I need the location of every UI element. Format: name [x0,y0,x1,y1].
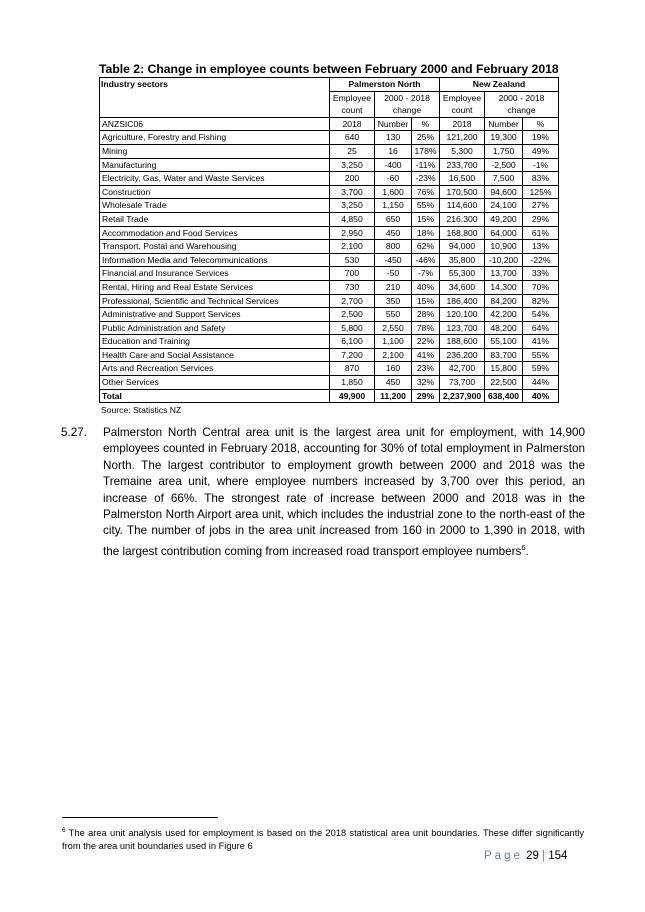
pn-change-number: 160 [375,362,412,376]
pn-count: 4,850 [330,212,375,226]
pn-change-number: 450 [375,226,412,240]
pn-change-number: -400 [375,158,412,172]
nz-count: 120,100 [440,308,485,322]
group-header-new-zealand: New Zealand [440,78,559,92]
pn-change-number: -60 [375,172,412,186]
pn-change-pct: 40% [412,280,440,294]
nz-change-pct: 55% [523,348,559,362]
footnote-marker: 6 [62,827,66,834]
nz-change-number: 15,800 [485,362,523,376]
pn-change-pct: -23% [412,172,440,186]
pn-change-number: 550 [375,308,412,322]
pn-change-number: 800 [375,240,412,254]
nz-change-number: 83,700 [485,348,523,362]
pn-change-pct: 41% [412,348,440,362]
header-row-units [100,117,559,131]
pn-change-pct: -11% [412,158,440,172]
nz-count: 188,600 [440,335,485,349]
total-label: Total [100,389,330,403]
paragraph-body: Palmerston North Central area unit is the largest area unit for employment, with 14,900 employees counted in February 2018, accounting for 30% of total employment in Palmerston North. The largest contributor to employment growth between 2000 and 2018 was the Tremaine area unit, where employee numbers increased by 3,700 over this period, an increase of 66%. The strongest rate of increase between 2000 and 2018 was in the Palmerston North Airport area unit, which includes the industrial zone to the north-east of the city. The number of jobs in the area unit increased from 160 in 2000 to 1,390 in 2018, with the largest contribution coming from increased road transport employee numbers [103,426,585,558]
table-source: Source: Statistics NZ [101,405,182,415]
nz-count: 35,800 [440,253,485,267]
nz-count: 34,600 [440,280,485,294]
industry-name: Education and Training [100,335,330,349]
pn-count: 2,700 [330,294,375,308]
page-footer [484,850,567,862]
pn-change-pct: 62% [412,240,440,254]
nz-change-pct: 82% [523,294,559,308]
industry-sectors-header: Industry sectors [100,78,330,118]
page-word: Page [484,850,523,862]
pn-change-pct: 22% [412,335,440,349]
nz-change-number: 7,500 [485,172,523,186]
employment-table [99,77,559,403]
table-row [100,335,559,349]
nz-count: 16,500 [440,172,485,186]
nz-count: 186,400 [440,294,485,308]
pn-change-number: 350 [375,294,412,308]
pn-count: 3,700 [330,185,375,199]
pn-change-header-2: change [375,104,440,117]
pn-change-number: 16 [375,144,412,158]
nz-change-number: 42,200 [485,308,523,322]
pn-year: 2018 [330,117,375,131]
nz-count: 168,800 [440,226,485,240]
pn-change-pct: 28% [412,308,440,322]
industry-name: Public Administration and Safety [100,321,330,335]
pn-count: 7,200 [330,348,375,362]
nz-change-pct: 41% [523,335,559,349]
table-row [100,308,559,322]
table-row [100,158,559,172]
pn-count: 640 [330,131,375,145]
industry-name: Information Media and Telecommunications [100,253,330,267]
nz-change-header-1: 2000 - 2018 [485,91,559,104]
page-number: 29 [526,850,539,862]
nz-count: 236,200 [440,348,485,362]
table-row [100,294,559,308]
table-row [100,144,559,158]
pn-count: 3,250 [330,199,375,213]
pn-count: 730 [330,280,375,294]
pn-change-pct: 55% [412,199,440,213]
industry-name: Manufacturing [100,158,330,172]
nz-change-number: 22,500 [485,376,523,390]
table-row [100,376,559,390]
nz-change-number: 49,200 [485,212,523,226]
nz-change-number: -2,500 [485,158,523,172]
pn-change-pct: 25% [412,131,440,145]
pn-change-number: -50 [375,267,412,281]
footnote-reference[interactable]: 6 [521,542,526,552]
footnote [62,824,584,853]
pn-count: 25 [330,144,375,158]
nz-change-number: 24,100 [485,199,523,213]
pn-count: 2,500 [330,308,375,322]
nz-count: 42,700 [440,362,485,376]
pn-count: 200 [330,172,375,186]
total-pn-change-pct: 29% [412,389,440,403]
industry-name: Agriculture, Forestry and Fishing [100,131,330,145]
anzsic-label: ANZSIC06 [100,117,330,131]
industry-name: Rental, Hiring and Real Estate Services [100,280,330,294]
nz-change-header-2: change [485,104,559,117]
industry-name: Mining [100,144,330,158]
nz-change-pct: 70% [523,280,559,294]
nz-change-number: -10,200 [485,253,523,267]
nz-count: 94,000 [440,240,485,254]
pn-change-number: -450 [375,253,412,267]
total-nz-change-pct: 40% [523,389,559,403]
pn-change-number: 1,150 [375,199,412,213]
industry-name: Construction [100,185,330,199]
pn-change-pct: -7% [412,267,440,281]
pn-change-pct: 15% [412,294,440,308]
paragraph-5-27 [61,425,585,560]
nz-change-pct: 44% [523,376,559,390]
table-row [100,348,559,362]
pn-count: 2,950 [330,226,375,240]
total-nz-change-number: 638,400 [485,389,523,403]
nz-change-number: 48,200 [485,321,523,335]
total-row [100,389,559,403]
group-header-palmerston-north: Palmerston North [330,78,440,92]
nz-employee-count-header-1: Employee [440,91,485,104]
industry-name: Administrative and Support Services [100,308,330,322]
nz-count: 114,600 [440,199,485,213]
nz-count: 233,700 [440,158,485,172]
table-row [100,212,559,226]
table-row [100,185,559,199]
table-row [100,199,559,213]
paragraph-number: 5.27. [61,426,87,439]
industry-name: Transport, Postal and Warehousing [100,240,330,254]
nz-change-number: 55,100 [485,335,523,349]
total-pn-change-number: 11,200 [375,389,412,403]
nz-change-pct: 54% [523,308,559,322]
pn-change-header-1: 2000 - 2018 [375,91,440,104]
paragraph-end: . [525,544,529,558]
table-row [100,267,559,281]
nz-change-pct: 13% [523,240,559,254]
total-pn-count: 49,900 [330,389,375,403]
table-row [100,131,559,145]
pn-change-number: 210 [375,280,412,294]
paragraph-text [103,425,585,560]
nz-change-number: 84,200 [485,294,523,308]
table-row [100,362,559,376]
pn-change-number: 450 [375,376,412,390]
pn-change-number: 2,550 [375,321,412,335]
industry-name: Financial and Insurance Services [100,267,330,281]
nz-change-pct: 29% [523,212,559,226]
nz-change-pct: 64% [523,321,559,335]
page-separator: | [542,850,546,862]
nz-change-pct: 27% [523,199,559,213]
nz-change-number: 1,750 [485,144,523,158]
pn-change-number: 1,600 [375,185,412,199]
nz-change-pct: 83% [523,172,559,186]
pn-employee-count-header-1: Employee [330,91,375,104]
pn-employee-count-header-2: count [330,104,375,117]
header-row-groups [100,78,559,92]
footnote-text: The area unit analysis used for employment is based on the 2018 statistical area unit boundaries. These differ significantly from the area unit boundaries used in Figure 6 [62,828,584,852]
industry-name: Retail Trade [100,212,330,226]
pn-count: 1,850 [330,376,375,390]
nz-change-pct: 59% [523,362,559,376]
table-row [100,172,559,186]
industry-name: Health Care and Social Assistance [100,348,330,362]
pn-count: 530 [330,253,375,267]
nz-count: 55,300 [440,267,485,281]
nz-change-number: 13,700 [485,267,523,281]
total-nz-count: 2,237,900 [440,389,485,403]
industry-name: Professional, Scientific and Technical Services [100,294,330,308]
pn-count: 870 [330,362,375,376]
industry-name: Other Services [100,376,330,390]
pn-change-pct: 15% [412,212,440,226]
nz-number-header: Number [485,117,523,131]
nz-count: 123,700 [440,321,485,335]
pn-change-pct: 76% [412,185,440,199]
industry-name: Wholesale Trade [100,199,330,213]
nz-count: 170,500 [440,185,485,199]
industry-name: Accommodation and Food Services [100,226,330,240]
total-pages: 154 [548,850,568,862]
table-row [100,240,559,254]
nz-year: 2018 [440,117,485,131]
industry-name: Arts and Recreation Services [100,362,330,376]
nz-change-pct: 19% [523,131,559,145]
nz-employee-count-header-2: count [440,104,485,117]
nz-count: 121,200 [440,131,485,145]
nz-change-pct: 61% [523,226,559,240]
pn-change-number: 1,100 [375,335,412,349]
nz-change-number: 19,300 [485,131,523,145]
pn-count: 3,250 [330,158,375,172]
nz-count: 5,300 [440,144,485,158]
pn-change-pct: 18% [412,226,440,240]
pn-change-pct: 78% [412,321,440,335]
pn-change-number: 130 [375,131,412,145]
nz-change-number: 64,000 [485,226,523,240]
pn-count: 700 [330,267,375,281]
nz-change-pct: 49% [523,144,559,158]
table-row [100,226,559,240]
pn-change-number: 2,100 [375,348,412,362]
nz-change-number: 94,600 [485,185,523,199]
pn-count: 2,100 [330,240,375,254]
pn-change-pct: 32% [412,376,440,390]
pn-change-pct: 178% [412,144,440,158]
nz-pct-header: % [523,117,559,131]
pn-change-pct: 23% [412,362,440,376]
footnote-divider [62,817,218,818]
nz-count: 216,300 [440,212,485,226]
nz-change-number: 10,900 [485,240,523,254]
pn-pct-header: % [412,117,440,131]
table-row [100,280,559,294]
nz-change-number: 14,300 [485,280,523,294]
nz-change-pct: -1% [523,158,559,172]
table-title: Table 2: Change in employee counts between February 2000 and February 2018 [99,62,559,76]
nz-count: 73,700 [440,376,485,390]
pn-change-pct: -46% [412,253,440,267]
pn-change-number: 650 [375,212,412,226]
nz-change-pct: -22% [523,253,559,267]
table-row [100,321,559,335]
nz-change-pct: 33% [523,267,559,281]
nz-change-pct: 125% [523,185,559,199]
table-row [100,253,559,267]
pn-count: 6,100 [330,335,375,349]
pn-count: 5,800 [330,321,375,335]
industry-name: Electricity, Gas, Water and Waste Services [100,172,330,186]
pn-number-header: Number [375,117,412,131]
